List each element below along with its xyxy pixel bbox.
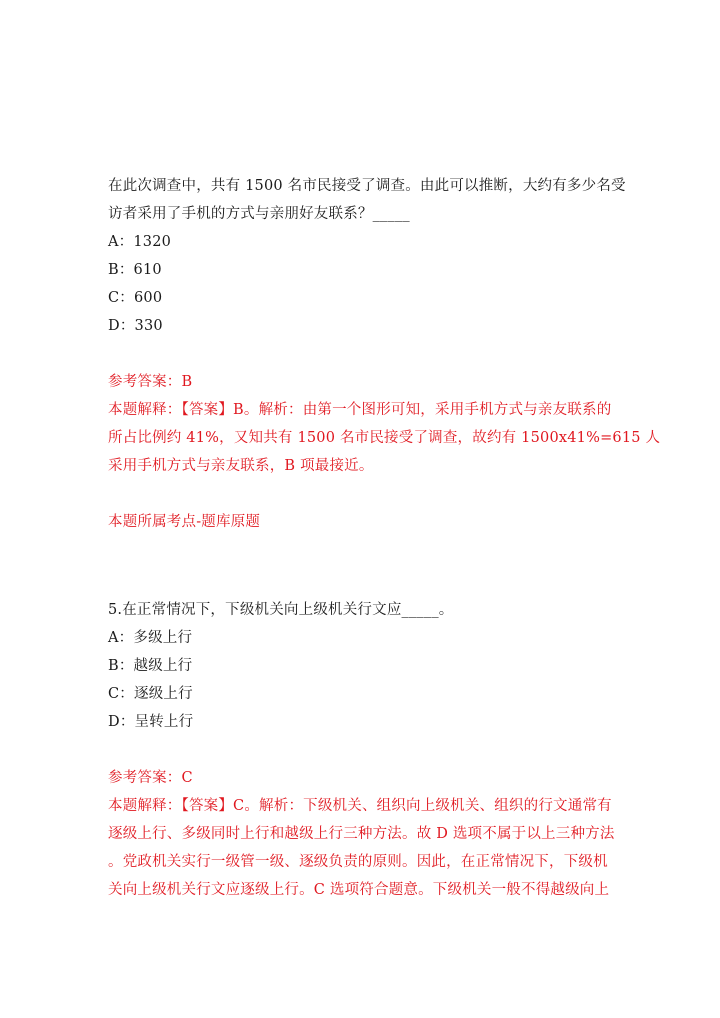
answer-block-5 — [108, 764, 618, 904]
option-d: D：呈转上行 — [108, 714, 194, 730]
topic-label: 本题所属考点-题库原题 — [108, 514, 261, 530]
question-stem-line: 访者采用了手机的方式与亲朋好友联系？_____ — [108, 206, 410, 222]
explanation-line: 所占比例约 41%，又知共有 1500 名市民接受了调查，故约有 1500x41%=615 人 — [108, 430, 661, 446]
answer-block-4 — [108, 368, 661, 480]
option-c: C：逐级上行 — [108, 686, 193, 702]
question-5 — [108, 596, 618, 736]
document-page — [108, 172, 661, 904]
explanation-line: 关向上级机关行文应逐级上行。C 选项符合题意。下级机关一般不得越级向上 — [108, 882, 610, 898]
question-stem-line: 5.在正常情况下，下级机关向上级机关行文应_____。 — [108, 602, 454, 618]
option-c: C：600 — [108, 290, 163, 306]
option-b: B：610 — [108, 262, 162, 278]
spacer — [108, 480, 618, 508]
question-stem-line: 在此次调查中，共有 1500 名市民接受了调查。由此可以推断，大约有多少名受 — [108, 178, 626, 194]
spacer — [108, 340, 618, 368]
explanation-line: 本题解释：【答案】B。解析：由第一个图形可知，采用手机方式与亲友联系的 — [108, 402, 612, 418]
reference-answer: 参考答案：C — [108, 770, 193, 786]
explanation-line: 。党政机关实行一级管一级、逐级负责的原则。因此，在正常情况下，下级机 — [108, 854, 608, 870]
explanation-line: 本题解释：【答案】C。解析：下级机关、组织向上级机关、组织的行文通常有 — [108, 798, 612, 814]
question-4 — [108, 172, 626, 340]
explanation-line: 采用手机方式与亲友联系，B 项最接近。 — [108, 458, 374, 474]
explanation-line: 逐级上行、多级同时上行和越级上行三种方法。故 D 选项不属于以上三种方法 — [108, 826, 615, 842]
spacer — [108, 536, 618, 596]
spacer — [108, 736, 618, 764]
option-a: A：1320 — [108, 234, 172, 250]
option-d: D：330 — [108, 318, 163, 334]
reference-answer: 参考答案：B — [108, 374, 193, 390]
option-b: B：越级上行 — [108, 658, 193, 674]
option-a: A：多级上行 — [108, 630, 193, 646]
